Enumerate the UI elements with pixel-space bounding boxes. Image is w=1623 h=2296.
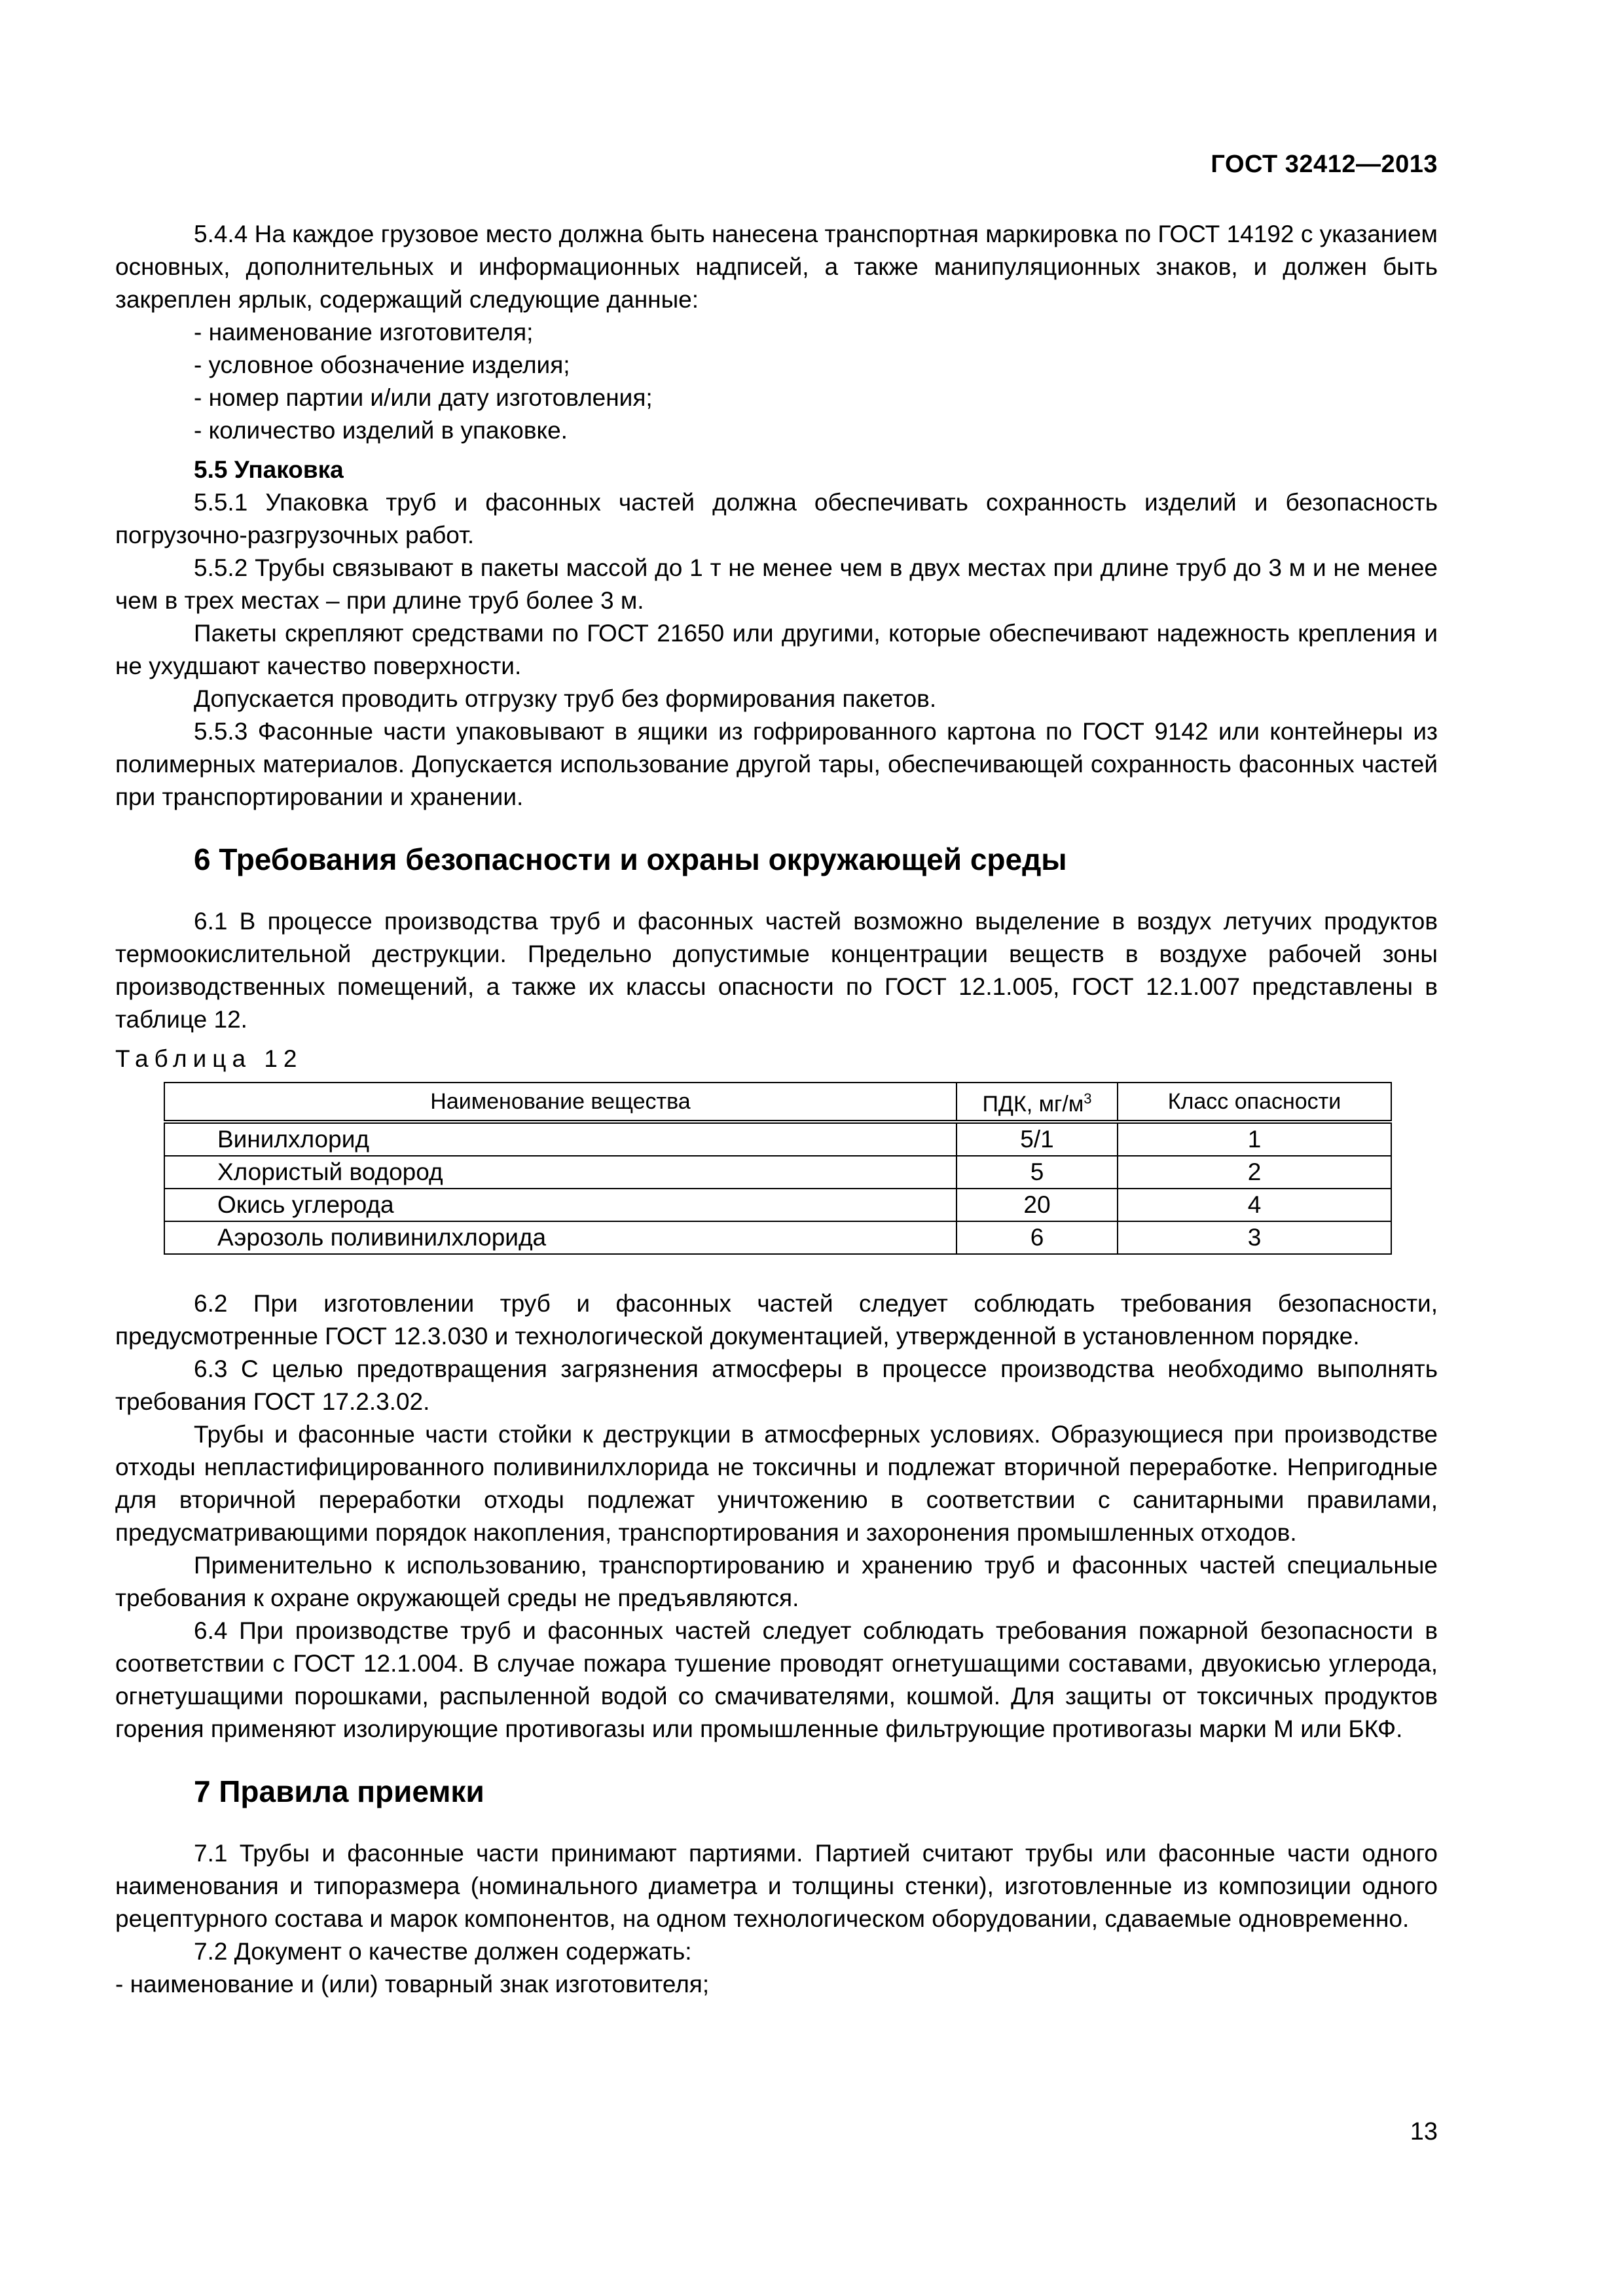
table-header-row bbox=[164, 1083, 1391, 1122]
paragraph-6-4: 6.4 При производстве труб и фасонных частей следует соблюдать требования пожарной безопасности в соответствии с ГОСТ 12.1.004. В случае пожара тушение проводят огнетушащими составами, двуокисью углерода, огнетушащими порошками, распыленной водой со смачивателями, кошмой. Для защиты от токсичных продуктов горения применяют изолирующие противогазы или промышленные фильтрующие противогазы марки М или БКФ. bbox=[115, 1617, 1438, 1742]
page-number: 13 bbox=[1410, 2118, 1438, 2145]
list-item: - номер партии и/или дату изготовления; bbox=[194, 384, 653, 411]
paragraph-6-3: 6.3 С целью предотвращения загрязнения атмосферы в процессе производства необходимо выполнять требования ГОСТ 17.2.3.02. bbox=[115, 1355, 1438, 1415]
table-row bbox=[164, 1189, 1391, 1221]
heading-5-5: 5.5 Упаковка bbox=[194, 456, 344, 483]
paragraph-5-5-3: 5.5.3 Фасонные части упаковывают в ящики из гофрированного картона по ГОСТ 9142 или контейнеры из полимерных материалов. Допускается использование другой тары, обеспечивающей сохранность фасонных частей при транспортировании и хранении. bbox=[115, 718, 1438, 810]
paragraph-7-2: 7.2 Документ о качестве должен содержать: bbox=[194, 1938, 692, 1965]
cell-class: 2 bbox=[1118, 1156, 1391, 1189]
cell-name: Хлористый водород bbox=[164, 1156, 957, 1189]
cell-class: 3 bbox=[1118, 1221, 1391, 1254]
paragraph-packets: Пакеты скрепляют средствами по ГОСТ 21650 или другими, которые обеспечивают надежность крепления и не ухудшают качество поверхности. bbox=[115, 620, 1438, 679]
substances-table bbox=[164, 1082, 1392, 1255]
col-header-class: Класс опасности bbox=[1118, 1083, 1391, 1122]
paragraph-6-2: 6.2 При изготовлении труб и фасонных частей следует соблюдать требования безопасности, предусмотренные ГОСТ 12.3.030 и технологической документацией, утвержденной в установленном порядке. bbox=[115, 1290, 1438, 1350]
paragraph-5-5-1: 5.5.1 Упаковка труб и фасонных частей должна обеспечивать сохранность изделий и безопасность погрузочно-разгрузочных работ. bbox=[115, 489, 1438, 548]
col-header-pdk bbox=[957, 1083, 1118, 1122]
col-header-name: Наименование вещества bbox=[164, 1083, 957, 1122]
paragraph-5-4-4: 5.4.4 На каждое грузовое место должна быть нанесена транспортная маркировка по ГОСТ 14192 с указанием основных, дополнительных и информационных надписей, а также манипуляционных знаков, и должен быть закреплен ярлык, содержащий следующие данные: bbox=[115, 221, 1438, 313]
cell-class: 1 bbox=[1118, 1122, 1391, 1156]
list-item: - количество изделий в упаковке. bbox=[194, 417, 568, 444]
paragraph-allowed: Допускается проводить отгрузку труб без формирования пакетов. bbox=[194, 685, 937, 712]
page-content bbox=[115, 218, 1438, 2001]
paragraph-7-1: 7.1 Трубы и фасонные части принимают партиями. Партией считают трубы или фасонные части одного наименования и типоразмера (номинального диаметра и толщины стенки), изготовленные из композиции одного рецептурного состава и марок компонентов, на одном технологическом оборудовании, сдаваемые одновременно. bbox=[115, 1840, 1438, 1932]
paragraph-resistance: Трубы и фасонные части стойки к деструкции в атмосферных условиях. Образующиеся при производстве отходы непластифицированного поливинилхлорида не токсичны и подлежат вторичной переработке. Непригодные для вторичной переработки отходы подлежат уничтожению в соответствии с санитарными правилами, предусматривающими порядок накопления, транспортирования и захоронения промышленных отходов. bbox=[115, 1421, 1438, 1546]
document-page bbox=[115, 0, 1438, 2296]
col-header-pdk-label: ПДК, мг/м bbox=[982, 1092, 1084, 1117]
cell-pdk: 5 bbox=[957, 1156, 1118, 1189]
table-row bbox=[164, 1156, 1391, 1189]
cell-pdk: 5/1 bbox=[957, 1122, 1118, 1156]
paragraph-5-5-2: 5.5.2 Трубы связывают в пакеты массой до 1 т не менее чем в двух местах при длине труб до 3 м и не менее чем в трех местах – при длине труб более 3 м. bbox=[115, 554, 1438, 614]
cell-name: Винилхлорид bbox=[164, 1122, 957, 1156]
heading-section-7: 7 Правила приемки bbox=[194, 1774, 484, 1808]
standard-header: ГОСТ 32412—2013 bbox=[1211, 151, 1438, 178]
table-row bbox=[164, 1221, 1391, 1254]
cell-class: 4 bbox=[1118, 1189, 1391, 1221]
table-caption: Таблица 12 bbox=[115, 1045, 303, 1072]
heading-section-6: 6 Требования безопасности и охраны окружающей среды bbox=[194, 842, 1067, 876]
cell-name: Окись углерода bbox=[164, 1189, 957, 1221]
table-row bbox=[164, 1122, 1391, 1156]
cell-pdk: 20 bbox=[957, 1189, 1118, 1221]
list-item: - наименование и (или) товарный знак изготовителя; bbox=[115, 1971, 710, 1998]
list-item: - наименование изготовителя; bbox=[194, 319, 534, 346]
paragraph-special-requirements: Применительно к использованию, транспортированию и хранению труб и фасонных частей специальные требования к охране окружающей среды не предъявляются. bbox=[115, 1552, 1438, 1611]
cell-name: Аэрозоль поливинилхлорида bbox=[164, 1221, 957, 1254]
list-item: - условное обозначение изделия; bbox=[194, 351, 570, 378]
col-header-pdk-sup: 3 bbox=[1084, 1090, 1092, 1107]
paragraph-6-1: 6.1 В процессе производства труб и фасонных частей возможно выделение в воздух летучих продуктов термоокислительной деструкции. Предельно допустимые концентрации веществ в воздухе рабочей зоны производственных помещений, а также их классы опасности по ГОСТ 12.1.005, ГОСТ 12.1.007 представлены в таблице 12. bbox=[115, 908, 1438, 1033]
cell-pdk: 6 bbox=[957, 1221, 1118, 1254]
